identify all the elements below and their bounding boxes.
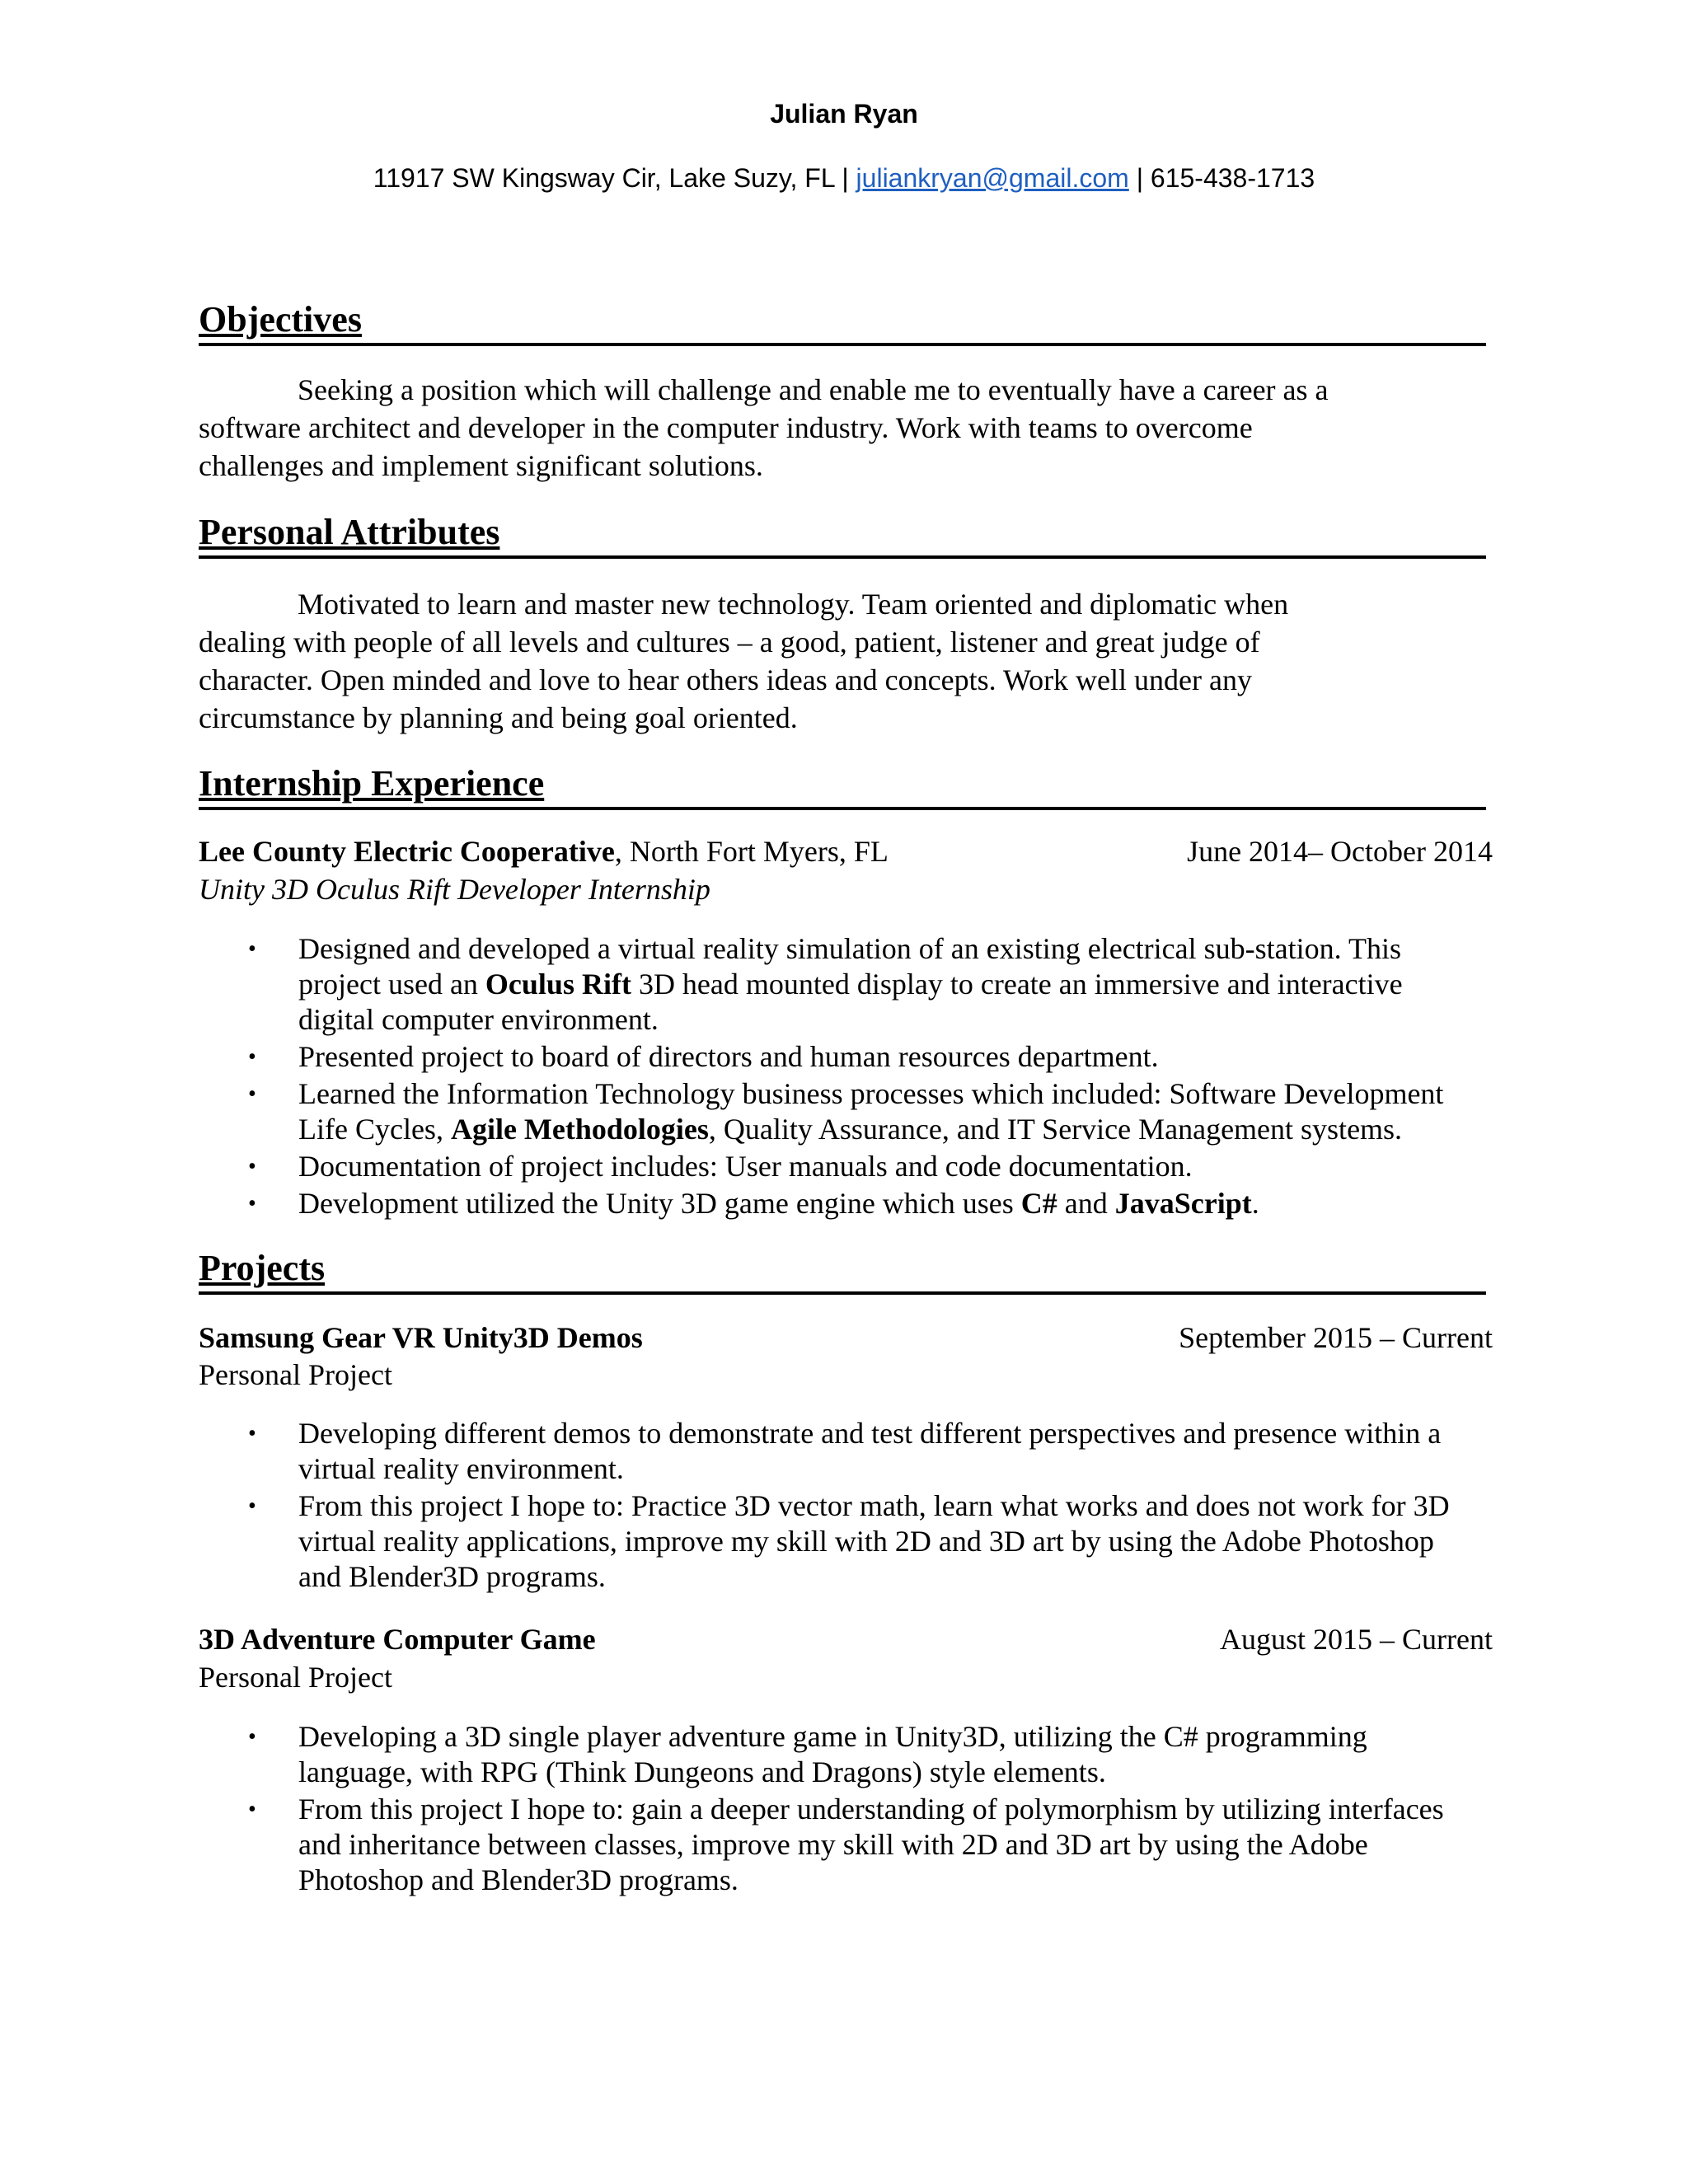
project1-name: Samsung Gear VR Unity3D Demos — [199, 1321, 643, 1354]
list-item: • Presented project to board of directors and human resources department. — [248, 1040, 1159, 1073]
internship-dates: June 2014– October 2014 — [1187, 835, 1493, 868]
list-item: • Documentation of project includes: User manuals and code documentation. — [248, 1150, 1193, 1183]
project1-header — [199, 1319, 1493, 1357]
contact-line — [0, 162, 1688, 194]
list-item: • From this project I hope to: gain a deeper understanding of polymorphism by utilizing interfaces and inheritance between classes, improve my skill with 2D and 3D art by using the Adobe Photoshop and Blender3D programs. — [248, 1793, 1444, 1896]
resume-name: Julian Ryan — [770, 99, 918, 129]
internship-location: , North Fort Myers, FL — [614, 835, 889, 868]
attributes-heading: Personal Attributes — [199, 511, 1486, 559]
phone-text: | 615-438-1713 — [1128, 163, 1315, 193]
internship-role: Unity 3D Oculus Rift Developer Internship — [199, 873, 710, 906]
project2-header — [199, 1620, 1493, 1658]
email-link[interactable]: juliankryan@gmail.com — [856, 163, 1129, 193]
list-item: • Designed and developed a virtual reality simulation of an existing electrical sub-station. This project used an Oculus Rift 3D head mounted display to create an immersive and interactive digital computer environment. — [248, 932, 1403, 1036]
project2-dates: August 2015 – Current — [1220, 1623, 1493, 1656]
objectives-text: Seeking a position which will challenge and enable me to eventually have a career as a software architect and developer in the computer industry. Work with teams to overcome challenges and implement significant solutions. — [199, 373, 1329, 482]
list-item: • Developing different demos to demonstrate and test different perspectives and presence within a virtual reality environment. — [248, 1417, 1442, 1485]
attributes-text: Motivated to learn and master new technology. Team oriented and diplomatic when dealing with people of all levels and cultures – a good, patient, listener and great judge of character. Open minded and love to hear others ideas and concepts. Work well under any circumstance by planning and being goal oriented. — [199, 588, 1289, 734]
list-item: • Learned the Information Technology business processes which included: Software Development Life Cycles, Agile Methodologies, Quality Assurance, and IT Service Management systems. — [248, 1077, 1444, 1146]
list-item: • Developing a 3D single player adventure game in Unity3D, utilizing the C# programming language, with RPG (Think Dungeons and Dragons) style elements. — [248, 1720, 1367, 1788]
project1-type: Personal Project — [199, 1358, 392, 1391]
list-item: • Development utilized the Unity 3D game engine which uses C# and JavaScript. — [248, 1187, 1259, 1220]
project2-name: 3D Adventure Computer Game — [199, 1623, 596, 1656]
project1-dates: September 2015 – Current — [1179, 1321, 1493, 1354]
internship-heading: Internship Experience — [199, 762, 1486, 810]
address-text: 11917 SW Kingsway Cir, Lake Suzy, FL | — [373, 163, 856, 193]
project1-bullets — [199, 1416, 1501, 1596]
internship-org: Lee County Electric Cooperative — [199, 835, 615, 868]
internship-entry-header — [199, 832, 1493, 870]
project2-type: Personal Project — [199, 1661, 392, 1694]
project2-bullets — [199, 1719, 1501, 1900]
internship-bullets — [199, 931, 1501, 1223]
objectives-heading: Objectives — [199, 298, 1486, 346]
list-item: • From this project I hope to: Practice 3D vector math, learn what works and does not work for 3D virtual reality applications, improve my skill with 2D and 3D art by using the Adobe Photoshop and Blender3D programs. — [248, 1489, 1450, 1593]
projects-heading: Projects — [199, 1247, 1486, 1295]
